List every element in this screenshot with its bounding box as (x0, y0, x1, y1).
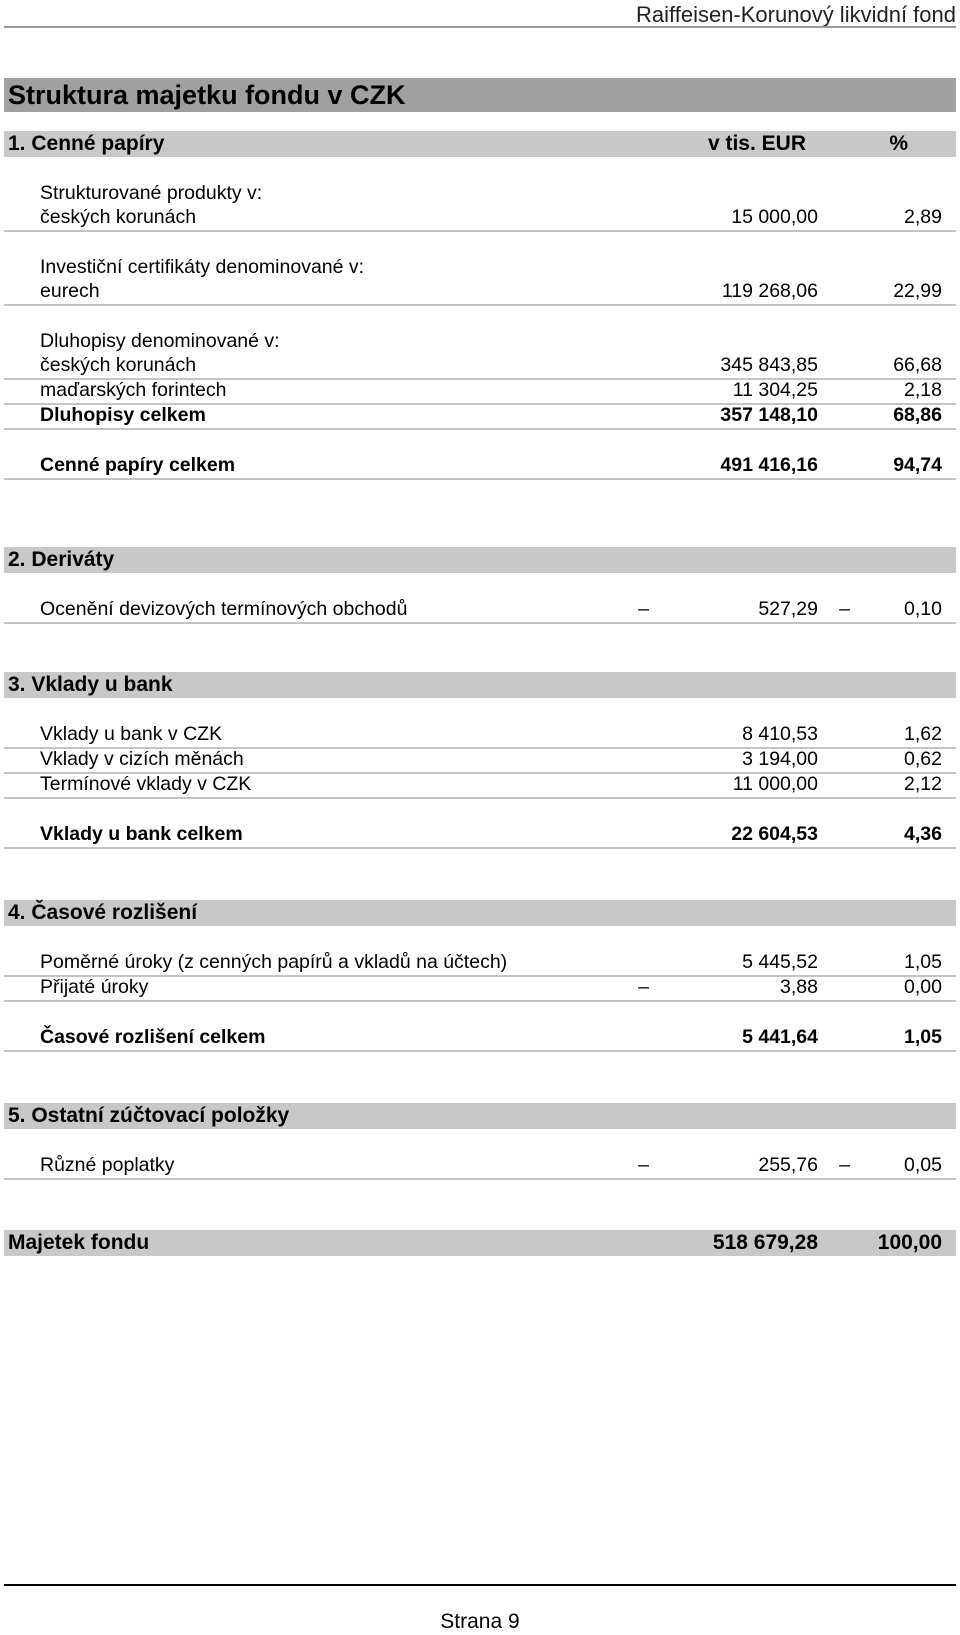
row-percent: 1,05 (904, 951, 942, 973)
section-heading-accruals (4, 900, 956, 926)
table-row (4, 255, 956, 280)
row-value: 8 410,53 (742, 723, 818, 745)
row-value: 11 304,25 (732, 379, 818, 401)
row-value: 5 445,52 (742, 951, 818, 973)
row-percent: 66,68 (893, 354, 942, 376)
negative-sign: – (638, 598, 649, 620)
row-percent: 68,86 (893, 404, 942, 426)
row-value: 22 604,53 (731, 823, 818, 845)
subtotal-row (4, 1025, 956, 1052)
row-label: českých korunách (40, 206, 197, 228)
row-value: 5 441,64 (742, 1026, 818, 1048)
table-row (4, 975, 956, 1002)
section-label: 2. Deriváty (8, 548, 115, 571)
row-percent: 22,99 (893, 280, 942, 302)
row-percent: 1,62 (904, 723, 942, 745)
table-row (4, 378, 956, 405)
row-percent: 0,62 (904, 748, 942, 770)
section-heading-bank-deposits (4, 672, 956, 698)
row-percent: 0,10 (904, 598, 942, 620)
row-label: Termínové vklady v CZK (40, 773, 252, 795)
table-row (4, 747, 956, 774)
row-percent: 94,74 (893, 454, 942, 476)
row-label: maďarských forintech (40, 379, 227, 401)
section-heading-derivatives (4, 547, 956, 573)
row-label: Dluhopisy denominované v: (40, 330, 280, 352)
row-percent: 2,18 (904, 379, 942, 401)
fund-name: Raiffeisen-Korunový likvidní fond (636, 2, 956, 27)
row-percent: 1,05 (904, 1026, 942, 1048)
row-value: 11 000,00 (732, 773, 818, 795)
table-row (4, 353, 956, 380)
row-label: Časové rozlišení celkem (40, 1026, 266, 1048)
table-row (4, 950, 956, 977)
table-row (4, 722, 956, 749)
row-label: eurech (40, 280, 100, 302)
subtotal-row (4, 403, 956, 430)
row-value: 15 000,00 (731, 206, 818, 228)
row-percent: 2,12 (904, 773, 942, 795)
row-percent: 0,05 (904, 1154, 942, 1176)
row-label: Vklady u bank celkem (40, 823, 243, 845)
row-label: Různé poplatky (40, 1154, 175, 1176)
row-label: Přijaté úroky (40, 976, 149, 998)
section-heading-other-items (4, 1103, 956, 1129)
header-rule (4, 26, 956, 28)
total-label: Majetek fondu (8, 1231, 150, 1254)
column-header-value: v tis. EUR (707, 132, 806, 155)
section-label: 5. Ostatní zúčtovací položky (8, 1104, 290, 1127)
row-value: 255,76 (758, 1154, 818, 1176)
row-percent: 2,89 (904, 206, 942, 228)
total-value: 518 679,28 (712, 1231, 818, 1254)
table-row (4, 1153, 956, 1180)
row-value: 345 843,85 (720, 354, 818, 376)
negative-sign: – (839, 598, 850, 620)
row-label: Ocenění devizových termínových obchodů (40, 598, 408, 620)
table-row (4, 597, 956, 624)
page-title: Struktura majetku fondu v CZK (4, 78, 956, 112)
row-label: Poměrné úroky (z cenných papírů a vkladů na účtech) (40, 951, 508, 973)
row-value: 357 148,10 (720, 404, 818, 426)
total-percent: 100,00 (877, 1231, 942, 1254)
table-row (4, 205, 956, 232)
subtotal-row (4, 453, 956, 480)
row-value: 3,88 (780, 976, 818, 998)
row-percent: 0,00 (904, 976, 942, 998)
table-row (4, 329, 956, 354)
row-label: Investiční certifikáty denominované v: (40, 256, 365, 278)
page-number: Strana 9 (440, 1610, 520, 1633)
table-row (4, 181, 956, 206)
grand-total-row (4, 1230, 956, 1256)
row-label: Cenné papíry celkem (40, 454, 236, 476)
row-label: Strukturované produkty v: (40, 182, 263, 204)
section-label: 1. Cenné papíry (8, 132, 165, 155)
row-percent: 4,36 (904, 823, 942, 845)
row-label: českých korunách (40, 354, 197, 376)
table-row (4, 772, 956, 799)
negative-sign: – (638, 976, 649, 998)
row-value: 527,29 (758, 598, 818, 620)
footer-rule (4, 1584, 956, 1586)
section-heading-securities (4, 131, 956, 157)
negative-sign: – (839, 1154, 850, 1176)
negative-sign: – (638, 1154, 649, 1176)
table-row (4, 279, 956, 306)
row-value: 119 268,06 (721, 280, 818, 302)
section-label: 4. Časové rozlišení (8, 901, 198, 924)
row-value: 491 416,16 (720, 454, 818, 476)
section-label: 3. Vklady u bank (8, 673, 173, 696)
row-value: 3 194,00 (742, 748, 818, 770)
column-header-percent: % (889, 132, 908, 155)
subtotal-row (4, 822, 956, 849)
row-label: Vklady v cizích měnách (40, 748, 244, 770)
row-label: Dluhopisy celkem (40, 404, 206, 426)
row-label: Vklady u bank v CZK (40, 723, 223, 745)
